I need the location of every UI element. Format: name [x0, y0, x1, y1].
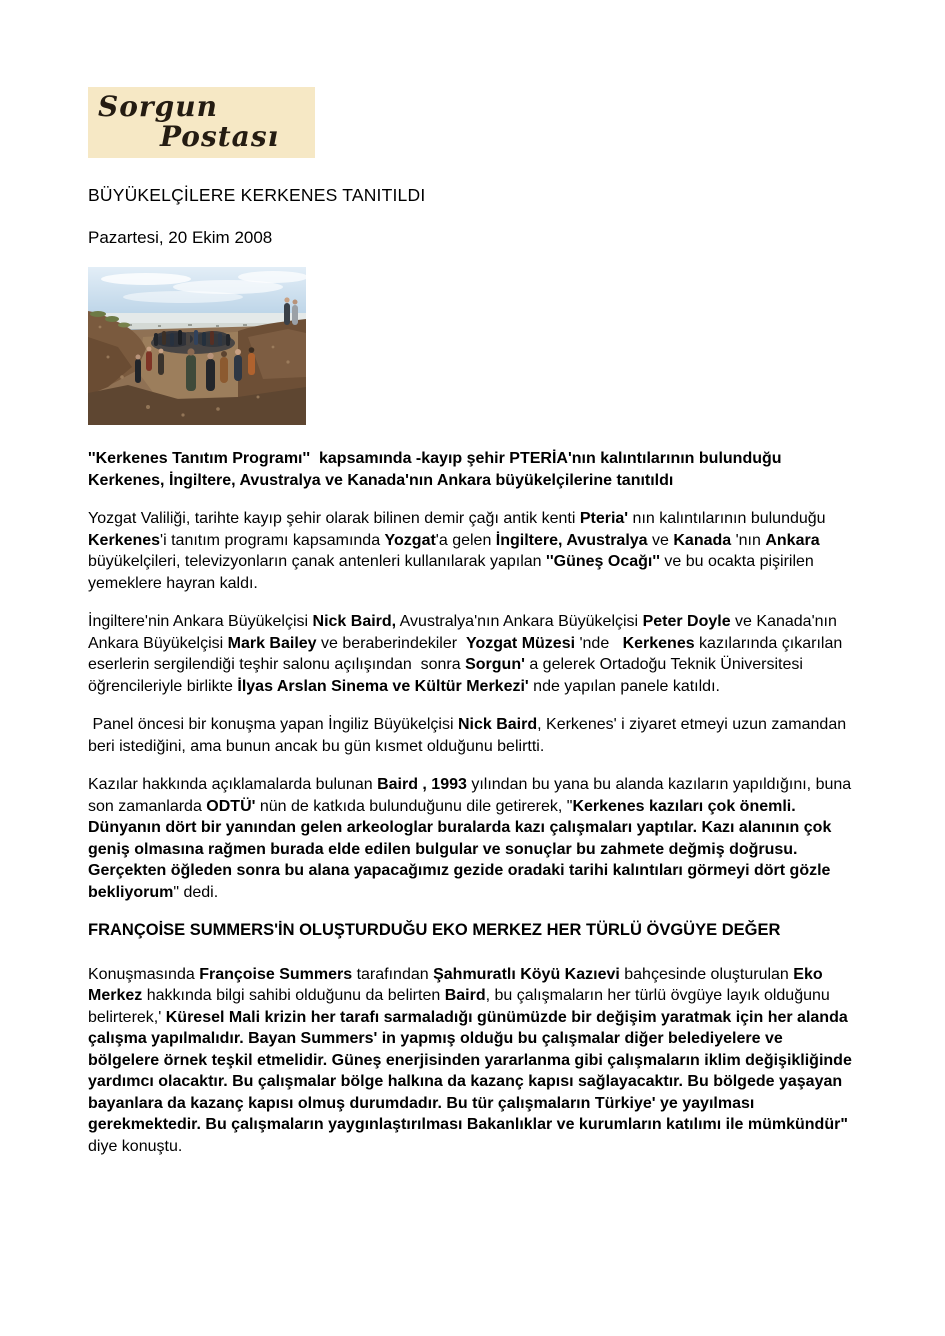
newspaper-logo — [88, 87, 315, 158]
text-run: hakkında bilgi sahibi olduğunu da belirten — [142, 987, 445, 1004]
article-paragraph — [88, 964, 856, 1158]
logo-text-sorgun: Sorgun — [98, 90, 218, 123]
text-run: " dedi. — [173, 883, 219, 901]
text-run-bold: ''Güneş Ocağı'' — [546, 553, 660, 570]
logo-text-postasi: Postası — [160, 120, 280, 153]
text-run: Konuşmasında — [88, 965, 200, 983]
text-run: bahçesinde oluşturulan — [619, 965, 794, 983]
text-run-bold: Kerkenes — [622, 634, 695, 652]
text-run: , bu çalışmaların her türlü övgüye layık olduğunu belirterek,' — [88, 987, 835, 1026]
excavation-photo-illustration — [88, 267, 306, 425]
text-run: nın kalıntılarının bulunduğu — [628, 510, 831, 527]
article-body — [88, 448, 856, 1157]
article-title: BÜYÜKELÇİLERE KERKENES TANITILDI — [88, 185, 426, 205]
text-run: 'a gelen — [435, 531, 496, 549]
article-paragraph — [88, 508, 856, 594]
text-run-bold: ODTÜ' — [206, 797, 256, 815]
text-run: 'nde — [575, 634, 623, 652]
article-paragraph — [88, 714, 856, 757]
text-run-bold: Sorgun' — [465, 656, 525, 673]
text-run-bold: Baird — [444, 987, 486, 1004]
article-paragraph — [88, 448, 856, 491]
text-run-bold: Ankara — [765, 531, 820, 549]
text-run-bold: Kerkenes — [88, 531, 161, 549]
text-run-bold: Kerkenes kazıları çok önemli. Dünyanın dört bir yanından gelen arkeologlar buralarda kazı çalışmaları yaptılar. Kazı alanının çok geniş olmasına rağmen burada elde edilen bulgular ve sonuçlar bu zahmete değmiş doğrusu. Gerçekten öğleden sonra bu alana yapacağımız gezide oradaki tarihi kalıntıları görmeyi dört gözle bekliyorum — [88, 797, 836, 901]
article-content — [88, 87, 856, 1174]
text-run: nün de katkıda bulunduğunu dile getirerek, " — [255, 797, 573, 815]
text-run-bold: İngiltere, Avustralya — [495, 531, 648, 549]
article-photo — [88, 267, 306, 425]
text-run-bold: Mark Bailey — [227, 634, 317, 652]
text-run-bold: İlyas Arslan Sinema ve Kültür Merkezi' — [237, 677, 529, 695]
text-run: ve — [647, 531, 674, 549]
text-run: kazılarında çıkarılan eserlerin sergilendiği teşhir salonu açılışından sonra — [88, 634, 852, 673]
text-run-bold: Baird , 1993 — [377, 776, 467, 793]
text-run: diye konuştu. — [88, 1116, 853, 1155]
text-run: büyükelçileri, televizyonların çanak antenleri kullanılarak yapılan — [88, 531, 825, 570]
article-paragraph — [88, 611, 856, 697]
text-run: tarafından — [352, 965, 434, 983]
article-paragraph — [88, 774, 856, 903]
text-run-bold: Küresel Mali krizin her tarafı sarmaladığı günümüzde bir değişim yaratmak için her alanda çalışma yapılmalıdır. Bayan Summers' in yapmış olduğu bu çalışmalar diğer belediyelere ve bölgelere örnek teşkil etmelidir. Güneş enerjisinden yararlanma gibi çalışmaların iklim değişikliğinde yardımcı olacaktır. Bu çalışmalar bölge halkına da kazanç kapısı sağlayacaktır. Bu bölgede yaşayan bayanlara da kazanç kapısı olmuş durumdadır. Bu tür çalışmaların Türkiye' ye yayılması gerekmektedir. Bu çalışmaların yaygınlaştırılması Bakanlıklar ve kurumların katılımı ile mümkündür" — [88, 1008, 857, 1133]
text-run: 'nın — [731, 531, 766, 549]
text-run: İngiltere'nin Ankara Büyükelçisi — [88, 613, 313, 630]
text-run-bold: Peter Doyle — [642, 613, 731, 630]
text-run-bold: Şahmuratlı Köyü Kazıevi — [433, 965, 620, 983]
text-run: a gelerek Ortadoğu Teknik Üniversitesi öğrencileriyle birlikte — [88, 656, 812, 695]
text-run: Panel öncesi bir konuşma yapan İngiliz Büyükelçisi — [88, 716, 458, 733]
text-run: Avustralya'nın Ankara Büyükelçisi — [396, 613, 643, 630]
text-run: 'i tanıtım programı kapsamında — [160, 531, 385, 549]
text-run-bold: Yozgat — [384, 531, 436, 549]
article-subheading — [88, 920, 856, 942]
text-run-bold: Pteria' — [579, 510, 629, 527]
text-run-bold: Nick Baird — [457, 716, 538, 733]
text-run: , Kerkenes' i ziyaret etmeyi uzun zamandan beri istediğini, ama bunun ancak bu gün kısmet olduğunu belirtti. — [88, 716, 851, 755]
text-run-bold: Yozgat Müzesi — [465, 634, 576, 652]
text-run: ve Kanada'nın Ankara Büyükelçisi — [88, 613, 841, 652]
text-run: ve beraberindekiler — [316, 634, 466, 652]
text-run: Kazılar hakkında açıklamalarda bulunan — [88, 776, 378, 793]
text-run-bold: Nick Baird, — [312, 613, 397, 630]
text-run: ve bu ocakta pişirilen yemeklere hayran kaldı. — [88, 553, 819, 592]
text-run: Yozgat Valiliği, tarihte kayıp şehir olarak bilinen demir çağı antik kenti — [88, 510, 580, 527]
text-run: yılından bu yana bu alanda kazıların yapıldığını, buna son zamanlarda — [88, 776, 856, 815]
text-run: nde yapılan panele katıldı. — [528, 677, 720, 695]
text-run-bold: Eko Merkez — [88, 965, 828, 1004]
article-date: Pazartesi, 20 Ekim 2008 — [88, 228, 273, 247]
text-run-bold: Kanada — [673, 531, 732, 549]
text-run-bold: FRANÇOİSE SUMMERS'İN OLUŞTURDUĞU EKO MERKEZ HER TÜRLÜ ÖVGÜYE DEĞER — [88, 921, 781, 939]
text-run-bold: ''Kerkenes Tanıtım Programı'' kapsamında -kayıp şehir PTERİA'nın kalıntılarının bulunduğu Kerkenes, İngiltere, Avustralya ve Kanada'nın Ankara büyükelçilerine tanıtıldı — [88, 450, 786, 489]
text-run-bold: Françoise Summers — [199, 965, 353, 983]
